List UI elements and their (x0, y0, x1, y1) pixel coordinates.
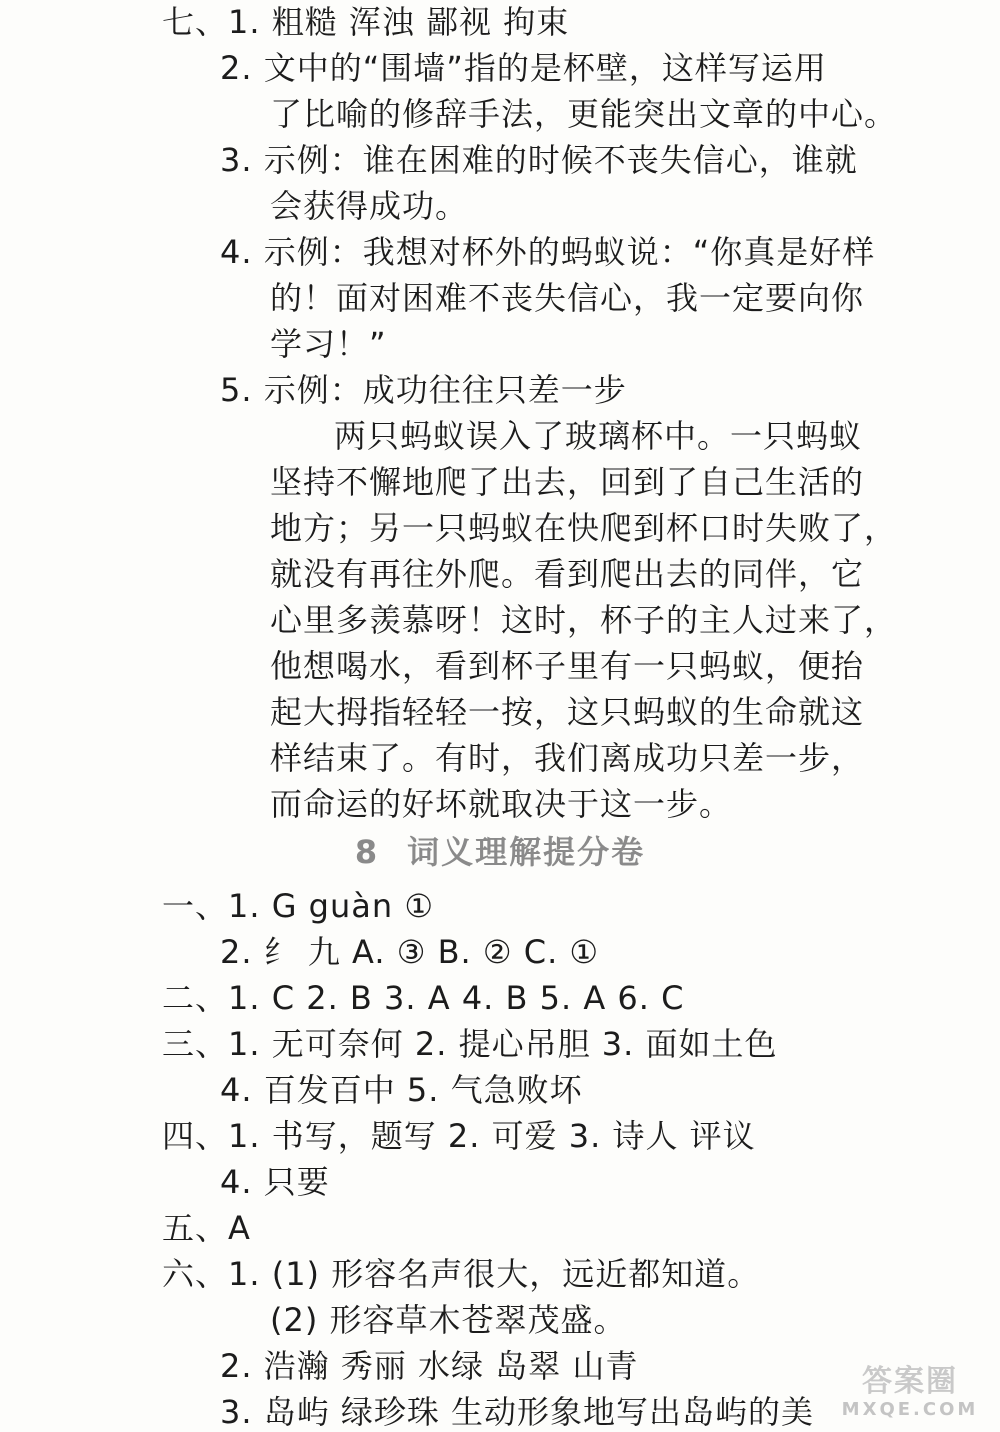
answer-line-7-1: 七、1. 粗糙 浑浊 鄙视 拘束 (162, 3, 570, 41)
essay-line-7: 起大拇指轻轻一按，这只蚂蚁的生命就这 (270, 693, 865, 731)
answer-line-3: 三、1. 无可奈何 2. 提心吊胆 3. 面如土色 (162, 1025, 778, 1063)
answer-line-6-2: 2. 浩瀚 秀丽 水绿 岛翠 山青 (220, 1347, 639, 1385)
essay-line-3: 地方；另一只蚂蚁在快爬到杯口时失败了， (270, 509, 898, 547)
essay-line-1: 两只蚂蚁误入了玻璃杯中。一只蚂蚁 (334, 417, 863, 455)
answer-line-1-1: 一、1. G guàn ① (162, 887, 435, 925)
answer-line-7-3-cont: 会获得成功。 (270, 187, 469, 225)
essay-line-6: 他想喝水，看到杯子里有一只蚂蚁，便抬 (270, 647, 865, 685)
essay-line-5: 心里多羡慕呀！这时，杯子的主人过来了， (270, 601, 898, 639)
watermark-logo-text: 答案圈 (862, 1364, 958, 1399)
essay-line-4: 就没有再往外爬。看到爬出去的同伴，它 (270, 555, 865, 593)
heading-title: 词义理解提分卷 (407, 833, 646, 871)
heading-number: 8 (354, 833, 380, 871)
answer-line-7-4-cont2: 学习！” (270, 325, 387, 363)
answer-line-2: 二、1. C 2. B 3. A 4. B 5. A 6. C (162, 979, 685, 1017)
answer-line-7-4: 4. 示例：我想对杯外的蚂蚁说：“你真是好样 (220, 233, 876, 271)
essay-line-2: 坚持不懈地爬了出去，回到了自己生活的 (270, 463, 865, 501)
site-watermark (826, 1365, 994, 1423)
answer-line-7-2: 2. 文中的“围墙”指的是杯壁，这样写运用 (220, 49, 827, 87)
answer-line-4-cont: 4. 只要 (220, 1163, 330, 1201)
answer-line-7-3: 3. 示例：谁在困难的时候不丧失信心，谁就 (220, 141, 858, 179)
answer-line-7-5: 5. 示例：成功往往只差一步 (220, 371, 627, 409)
essay-line-8: 样结束了。有时，我们离成功只差一步， (270, 739, 865, 777)
answer-line-1-2: 2. 纟 九 A. ③ B. ② C. ① (220, 933, 600, 971)
essay-line-9: 而命运的好坏就取决于这一步。 (270, 785, 733, 823)
watermark-domain: MXQE.COM (841, 1399, 979, 1420)
answer-line-3-cont: 4. 百发百中 5. 气急败坏 (220, 1071, 583, 1109)
answer-line-7-4-cont: 的！面对困难不丧失信心，我一定要向你 (270, 279, 865, 317)
answer-line-6-3: 3. 岛屿 绿珍珠 生动形象地写出岛屿的美 (220, 1393, 815, 1431)
answer-line-4: 四、1. 书写，题写 2. 可爱 3. 诗人 评议 (162, 1117, 756, 1155)
answer-line-6-1-2: (2) 形容草木苍翠茂盛。 (270, 1301, 627, 1339)
section-heading (0, 830, 1000, 874)
answer-line-5: 五、A (162, 1209, 251, 1247)
answer-line-6-1: 六、1. (1) 形容名声很大，远近都知道。 (162, 1255, 761, 1293)
answer-line-7-2-cont: 了比喻的修辞手法，更能突出文章的中心。 (270, 95, 898, 133)
